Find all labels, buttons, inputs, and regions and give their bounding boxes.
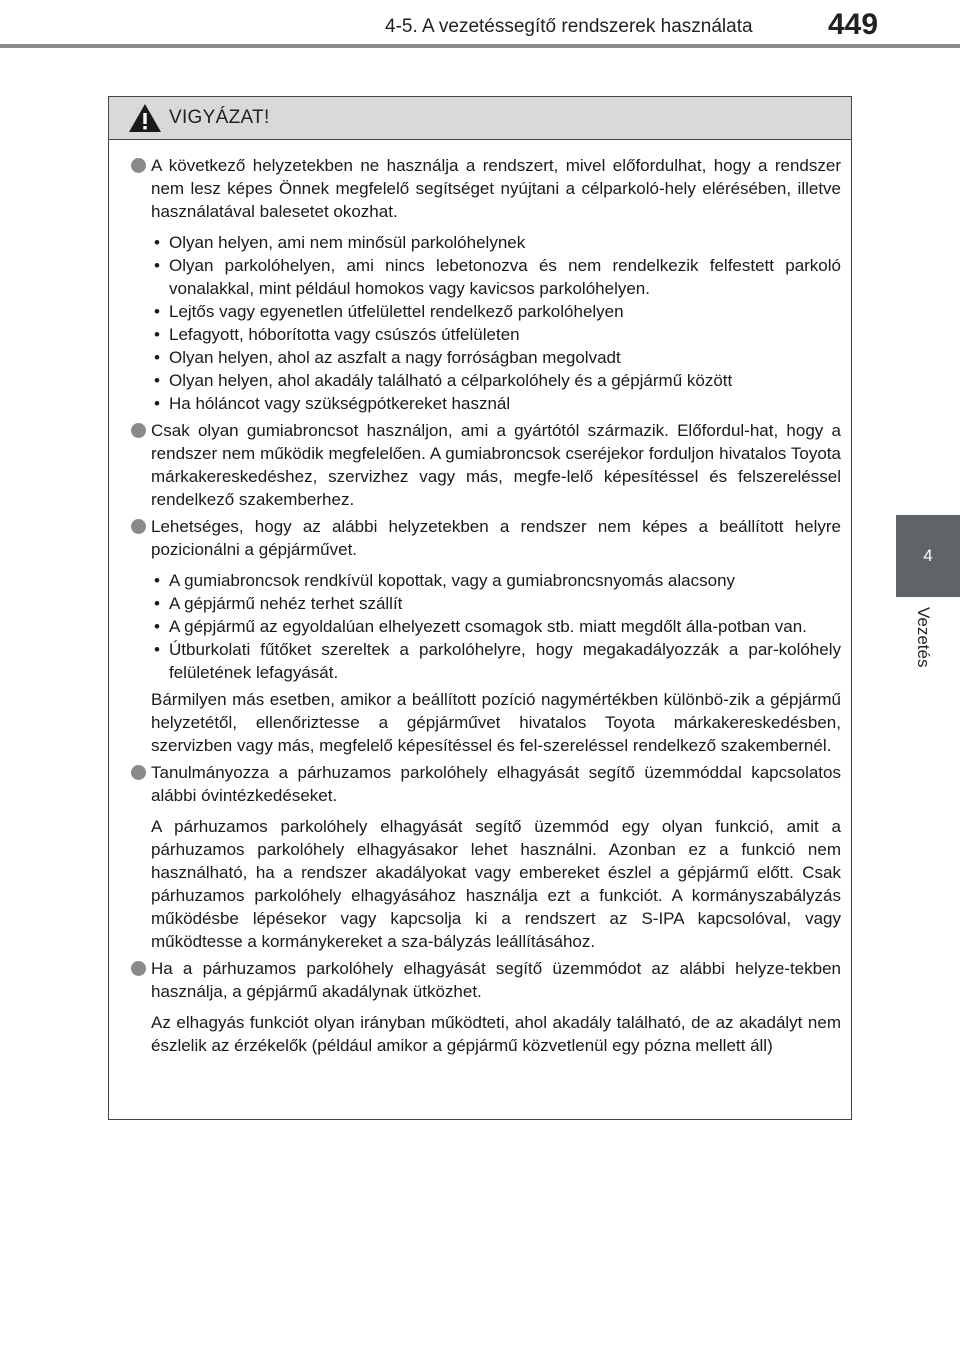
warning-triangle-icon bbox=[127, 102, 163, 134]
list-item: • Lefagyott, hóborította vagy csúszós útfelületen bbox=[151, 323, 841, 346]
list-item: • Olyan parkolóhelyen, ami nincs lebetonozva és nem rendelkezik felfestett parkoló vonalakkal, mint például homokos vagy kavicsos parkolóhelyen. bbox=[151, 254, 841, 300]
bullet-text: Csak olyan gumiabroncsot használjon, ami a gyártótól származik. Előfordul-hat, hogy a rendszer nem működik megfelelően. A gumiabroncsok cseréjekor forduljon hivatalos Toyota márkakereskedéshez, szervizhez vagy más, megfe-lelő képesítéssel és felszereléssel rendelkező szakemberhez. bbox=[151, 421, 841, 509]
bullet-text: Ha a párhuzamos parkolóhely elhagyását segítő üzemmódot az alábbi helyze-tekben használja, a gépjármű akadálynak ütközhet. bbox=[151, 959, 841, 1001]
bullet-text: Lehetséges, hogy az alábbi helyzetekben a rendszer nem képes a beállított helyre pozicionálni a gépjárművet. bbox=[151, 517, 841, 559]
list-item: • Olyan helyen, ahol az aszfalt a nagy forróságban megolvadt bbox=[151, 346, 841, 369]
page-number: 449 bbox=[828, 8, 879, 41]
warning-bullet bbox=[131, 515, 841, 757]
bullet-dot bbox=[131, 423, 146, 438]
situation-list bbox=[151, 231, 841, 415]
list-item: • A gumiabroncsok rendkívül kopottak, vagy a gumiabroncsnyomás alacsony bbox=[151, 569, 841, 592]
warning-box bbox=[108, 96, 852, 1120]
list-item: • A gépjármű az egyoldalúan elhelyezett csomagok stb. miatt megdőlt álla-potban van. bbox=[151, 615, 841, 638]
warning-body bbox=[109, 140, 851, 1057]
header-rule bbox=[0, 44, 960, 48]
list-item: • A gépjármű nehéz terhet szállít bbox=[151, 592, 841, 615]
bullet-note: Bármilyen más esetben, amikor a beállított pozíció nagymértékben különbö-zik a gépjármű helyzetétől, ellenőriztesse a gépjárművet hivatalos Toyota márkakereskedésben, szervizben vagy más, megfelelő képesítéssel és fel-szereléssel rendelkező szakembernél. bbox=[151, 690, 841, 755]
chapter-tab bbox=[896, 515, 960, 597]
list-item: • Lejtős vagy egyenetlen útfelülettel rendelkező parkolóhelyen bbox=[151, 300, 841, 323]
bullet-paragraph: Az elhagyás funkciót olyan irányban működteti, ahol akadály található, de az akadályt nem észlelik az érzékelők (például amikor a gépjármű közvetlenül egy pózna mellett áll) bbox=[151, 1013, 841, 1055]
list-item: • Ha hóláncot vagy szükségpótkereket használ bbox=[151, 392, 841, 415]
bullet-dot bbox=[131, 961, 146, 976]
warning-title: VIGYÁZAT! bbox=[169, 107, 270, 128]
warning-bullet bbox=[131, 761, 841, 953]
list-item: • Útburkolati fűtőket szereltek a parkolóhelyre, hogy megakadályozzák a par-kolóhely felületének lefagyását. bbox=[151, 638, 841, 684]
chapter-number: 4 bbox=[923, 546, 933, 565]
bullet-dot bbox=[131, 158, 146, 173]
warning-bullet bbox=[131, 154, 841, 415]
page-header-title: 4-5. A vezetéssegítő rendszerek használata bbox=[385, 16, 753, 37]
bullet-dot bbox=[131, 765, 146, 780]
bullet-dot bbox=[131, 519, 146, 534]
warning-bullet bbox=[131, 419, 841, 511]
bullet-text: Tanulmányozza a párhuzamos parkolóhely elhagyását segítő üzemmóddal kapcsolatos alábbi óvintézkedéseket. bbox=[151, 763, 841, 805]
warning-bullet bbox=[131, 957, 841, 1057]
list-item: • Olyan helyen, ami nem minősül parkolóhelynek bbox=[151, 231, 841, 254]
chapter-label: Vezetés bbox=[914, 607, 933, 668]
bullet-paragraph: A párhuzamos parkolóhely elhagyását segítő üzemmód egy olyan funkció, amit a párhuzamos parkolóhely elhagyásakor lehet használni. Azonban ez a funkció nem használható, ha a rendszer akadályokat vagy embereket észlel a gépjármű előtt. Csak párhuzamos parkolóhely elhagyásához használja ezt a funkciót. A kormányszabályzás működésbe lépésekor vagy kapcsolja ki a rendszert az S-IPA kapcsolóval, vagy működtesse a kormánykereket a sza-bályzás leállításához. bbox=[151, 817, 841, 951]
warning-header bbox=[109, 97, 851, 140]
situation-list bbox=[151, 569, 841, 684]
list-item: • Olyan helyen, ahol akadály található a célparkolóhely és a gépjármű között bbox=[151, 369, 841, 392]
bullet-text: A következő helyzetekben ne használja a rendszert, mivel előfordulhat, hogy a rendszer nem lesz képes Önnek megfelelő segítséget nyújtani a célparkoló-hely elérésében, illetve használatával balesetet okozhat. bbox=[151, 156, 841, 221]
